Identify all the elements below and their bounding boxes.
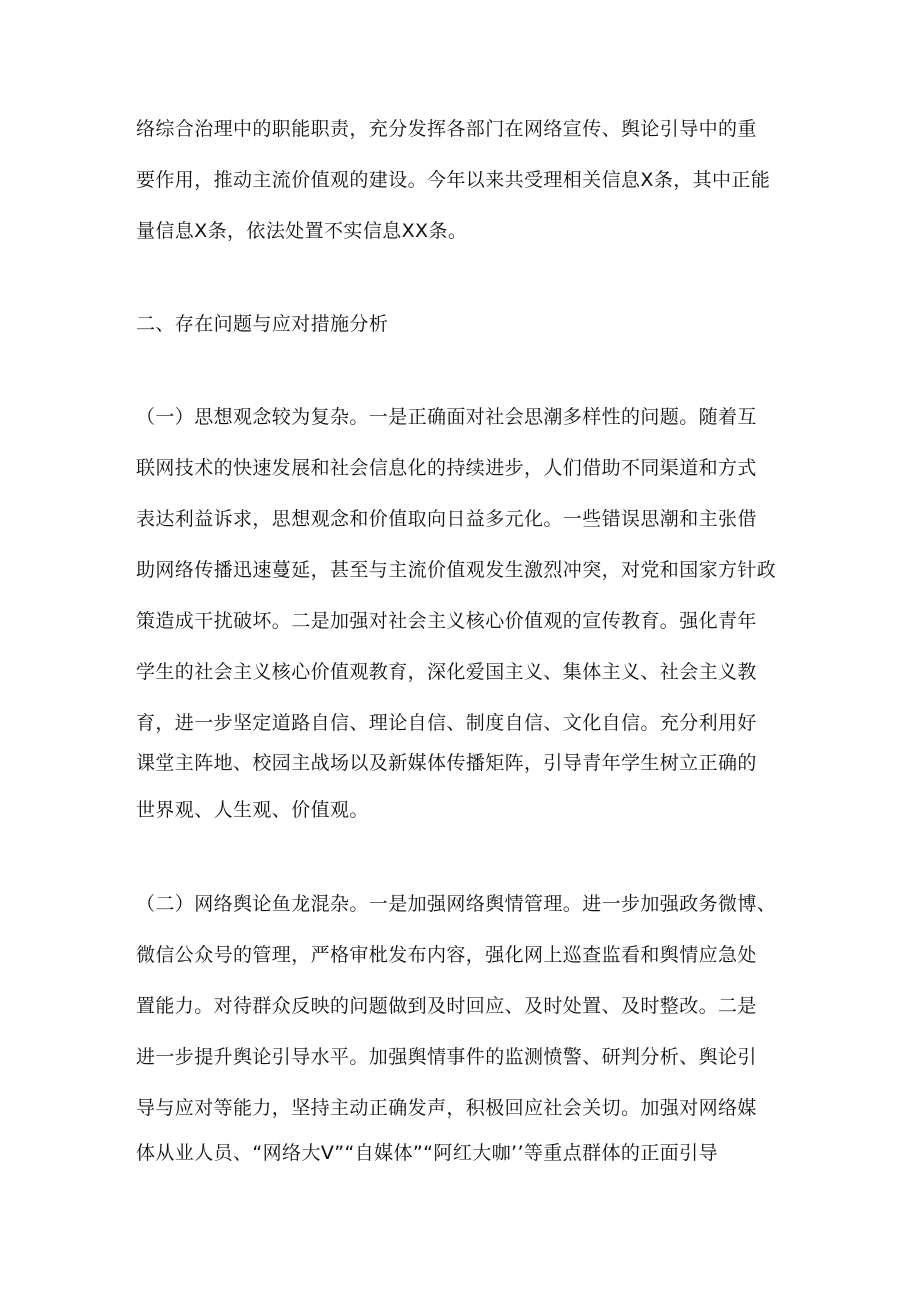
paragraph-line: 表达利益诉求，思想观念和价值取向日益多元化。一些错误思潮和主张借 [136, 508, 757, 530]
paragraph-line: 进一步提升舆论引导水平。加强舆情事件的监测愤警、研判分析、舆论引 [136, 1046, 757, 1068]
paragraph-line: （二）网络舆论鱼龙混杂。一是加强网络舆情管理。进一步加强政务微博、 [136, 893, 777, 915]
paragraph-line: 学生的社会主义核心价值观教育，深化爱国主义、集体主义、社会主义教 [136, 661, 757, 683]
section-heading: 二、存在问题与应对措施分析 [136, 313, 389, 335]
paragraph-line: 要作用，推动主流价值观的建设。今年以来共受理相关信息X条，其中正能 [136, 169, 771, 191]
paragraph-line: （一）思想观念较为复杂。一是正确面对社会思潮多样性的问题。随着互 [136, 406, 757, 428]
paragraph-line: 世界观、人生观、价值观。 [136, 799, 369, 821]
paragraph-line: 育，进一步坚定道路自信、理论自信、制度自信、文化自信。充分利用好 [136, 712, 757, 734]
paragraph-line: 置能力。对待群众反映的问题做到及时回应、及时处置、及时整改。二是 [136, 995, 757, 1017]
paragraph-line: 课堂主阵地、校园主战场以及新媒体传播矩阵，引导青年学生树立正确的 [136, 752, 757, 774]
paragraph-line: 体从业人员、“网络大V”“自媒体”“阿红大咖’’等重点群体的正面引导 [136, 1142, 718, 1164]
paragraph-line: 微信公众号的管理，严格审枇发布内容，强化网上巡查监看和舆情应急处 [136, 944, 757, 966]
paragraph-line: 联网技术的快速发展和社会信息化的持续进步，人们借助不同渠道和方式 [136, 457, 757, 479]
paragraph-line: 导与应对等能力，坚持主动正确发声，积极回应社会关切。加强对网络媒 [136, 1097, 757, 1119]
paragraph-line: 络综合治理中的职能职责，充分发挥各部门在网络宣传、舆论引导中的重 [136, 118, 757, 140]
paragraph-line: 助网络传播迅速蔓延，甚至与主流价值观发生激烈冲突，对党和国家方针政 [136, 559, 777, 581]
paragraph-line: 量信息X条，依法处置不实信息XX条。 [136, 220, 468, 242]
paragraph-line: 策造成干扰破坏。二是加强对社会主义核心价值观的宣传教育。强化青年 [136, 610, 757, 632]
